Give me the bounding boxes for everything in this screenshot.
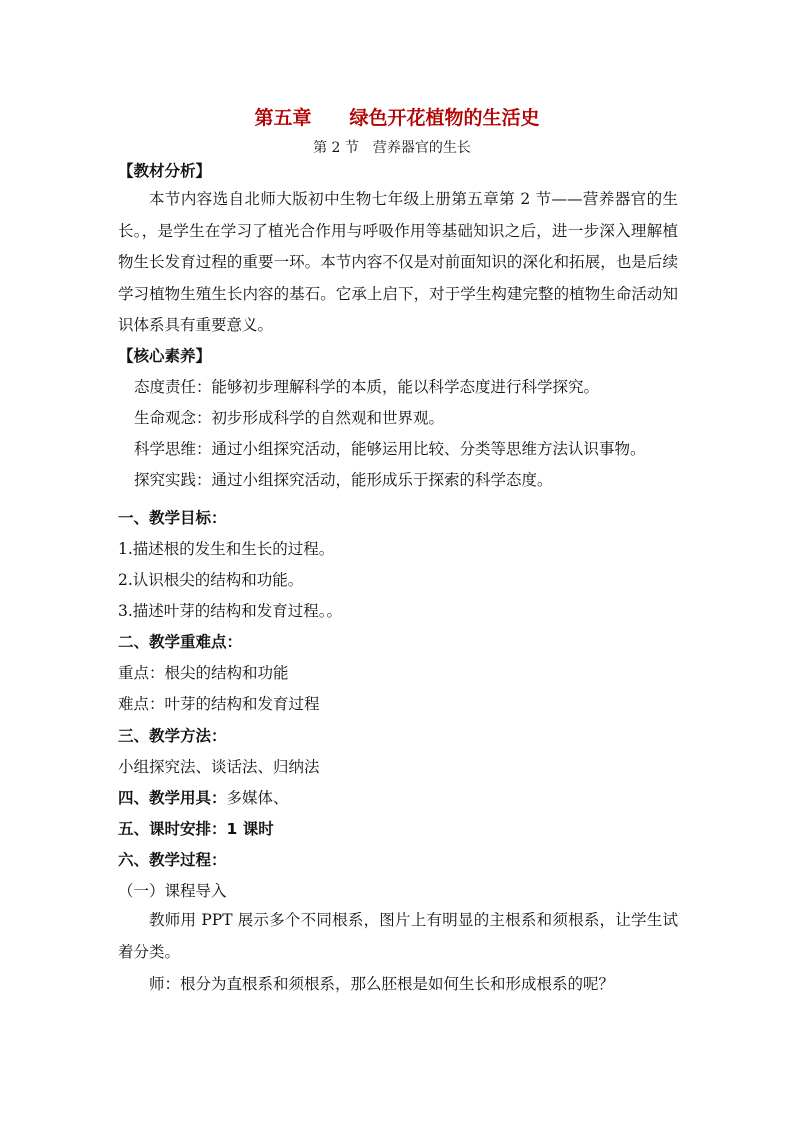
process-subheading: （一）课程导入 xyxy=(118,882,227,900)
objectives-heading: 一、教学目标： xyxy=(118,509,227,527)
tools-heading: 四、教学用具： xyxy=(118,789,227,807)
methods-heading: 三、教学方法： xyxy=(118,727,227,745)
core-literacy-item: 科学思维：通过小组探究活动，能够运用比较、分类等思维方法认识事物。 xyxy=(134,440,646,458)
tools-text: 多媒体、 xyxy=(226,789,289,807)
schedule-text: 1 课时 xyxy=(226,820,274,838)
chapter-title: 第五章 绿色开花植物的生活史 xyxy=(254,107,540,129)
objective-item: 3.描述叶芽的结构和发育过程。。 xyxy=(118,602,343,620)
core-literacy-item: 生命观念：初步形成科学的自然观和世界观。 xyxy=(134,409,445,427)
process-paragraph: 师：根分为直根系和须根系，那么胚根是如何生长和形成根系的呢？ xyxy=(149,975,615,993)
objective-item: 2.认识根尖的结构和功能。 xyxy=(118,571,304,589)
key-points-heading: 二、教学重难点： xyxy=(118,633,243,651)
key-point: 重点：根尖的结构和功能 xyxy=(118,664,289,682)
core-literacy-item: 探究实践：通过小组探究活动，能形成乐于探索的科学态度。 xyxy=(134,471,553,489)
process-heading: 六、教学过程： xyxy=(118,851,227,869)
textbook-analysis-heading: 【教材分析】 xyxy=(118,162,212,180)
difficult-point: 难点：叶芽的结构和发育过程 xyxy=(118,695,320,713)
objective-item: 1.描述根的发生和生长的过程。 xyxy=(118,540,335,558)
schedule-heading: 五、课时安排： xyxy=(118,820,227,838)
textbook-analysis-paragraph: 本节内容选自北师大版初中生物七年级上册第五章第 2 节——营养器官的生长。，是学生在学习了植光合作用与呼吸作用等基础知识之后，进一步深入理解植物生长发育过程的重要一环。本节内容不仅是对前面知识的深化和拓展，也是后续学习植物生殖生长内容的基石。它承上启下，对于学生构建完整的植物生命活动知识体系具有重要意义。 xyxy=(118,190,678,334)
schedule-line xyxy=(118,818,274,840)
core-literacy-heading: 【核心素养】 xyxy=(118,347,212,365)
core-literacy-item: 态度责任：能够初步理解科学的本质，能以科学态度进行科学探究。 xyxy=(134,378,600,396)
section-title: 第 2 节 营养器官的生长 xyxy=(313,140,471,156)
process-paragraph: 教师用 PPT 展示多个不同根系，图片上有明显的主根系和须根系，让学生试着分类。 xyxy=(118,911,678,961)
methods-text: 小组探究法、谈话法、归纳法 xyxy=(118,758,320,776)
tools-line xyxy=(118,787,289,809)
